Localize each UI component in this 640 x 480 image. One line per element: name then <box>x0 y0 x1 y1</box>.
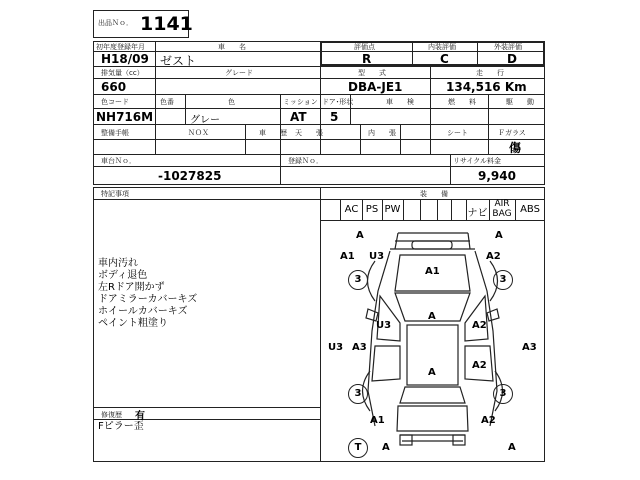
capacity-label: 車 検 <box>386 98 414 106</box>
damage-u3-front: U3 <box>369 251 385 262</box>
color-code-value: NH716M <box>96 110 154 124</box>
repair-value: 有 <box>135 411 145 422</box>
damage-hood: A1 <box>425 266 440 277</box>
equipment-label: 装 備 <box>420 190 448 198</box>
color-num-label: 色番 <box>160 98 174 106</box>
car-name-label: 車 名 <box>218 43 246 51</box>
displacement-value: 660 <box>101 80 127 94</box>
score-label: 評価点 <box>354 43 375 51</box>
mileage-label: 走 行 <box>476 69 504 77</box>
remark-item: ボディ退色 <box>98 270 148 281</box>
recycle-label: リサイクル料金 <box>453 157 502 165</box>
exterior-value: D <box>507 52 517 66</box>
damage-t-circle: T <box>348 438 368 458</box>
chassis-no-value: -1027825 <box>158 169 222 183</box>
damage-a1-left: A1 <box>340 251 355 262</box>
recycle-value: 9,940 <box>478 169 516 183</box>
damage-a2-side: A2 <box>472 320 487 331</box>
damage-a3-left: A3 <box>352 342 367 353</box>
equip-ac: AC <box>344 204 359 215</box>
history-label: 車 歴 <box>259 129 287 137</box>
mission-value: AT <box>290 110 307 124</box>
damage-a-bottom-right: A <box>508 442 516 453</box>
mission-label: ミッション <box>283 98 318 106</box>
damage-u3-side: U3 <box>376 320 392 331</box>
remark-item: 車内汚れ <box>98 258 138 269</box>
manual-label: 整備手帳 <box>101 129 129 137</box>
damage-a2-right: A2 <box>486 251 501 262</box>
remark-item: ペイント粗塗り <box>98 318 168 329</box>
damage-windshield-roof: A <box>428 311 436 322</box>
first-reg-value: H18/09 <box>101 52 149 66</box>
drive-label: 駆 動 <box>506 98 534 106</box>
equip-navi: ナビ <box>467 208 488 219</box>
first-reg-label: 初年度登録年月 <box>96 43 145 51</box>
damage-wheel-fr: 3 <box>493 270 513 290</box>
reg-no-label: 登録Ｎｏ． <box>288 157 323 165</box>
color-code-label: 色コード <box>101 98 129 106</box>
model-value: DBA-JE1 <box>348 80 403 94</box>
displacement-label: 排気量（cc） <box>101 69 144 77</box>
equip-abs: ABS <box>520 204 540 215</box>
remark-item: 左Rドア開かず <box>98 282 165 293</box>
repair-label: 修復歴 <box>101 411 122 419</box>
damage-a2-rear: A2 <box>481 415 496 426</box>
fglass-value: 傷 <box>509 141 522 155</box>
remark-item: ドアミラーカバーキズ <box>98 294 198 305</box>
car-name-value: ゼスト <box>160 54 197 68</box>
seat-label: シート <box>447 129 468 137</box>
fglass-label: Ｆガラス <box>498 129 526 137</box>
equip-pw: PW <box>384 204 401 215</box>
damage-a3-right: A3 <box>522 342 537 353</box>
damage-a1-rear: A1 <box>370 415 385 426</box>
damage-front-left: A <box>356 230 364 241</box>
lot-number: 1141 <box>140 13 193 35</box>
damage-wheel-fl: 3 <box>348 270 368 290</box>
repair-note: Fピラー歪 <box>98 421 144 432</box>
interior-value: C <box>440 52 449 66</box>
damage-a-bottom-left: A <box>382 442 390 453</box>
damage-a2-rear-door: A2 <box>472 360 487 371</box>
mileage-value: 134,516 Km <box>446 80 527 94</box>
damage-front-right: A <box>495 230 503 241</box>
damage-wheel-rl: 3 <box>348 384 368 404</box>
exterior-label: 外装評価 <box>494 43 522 51</box>
damage-u3-left: U3 <box>328 342 344 353</box>
color-value: グレー <box>190 115 220 126</box>
damage-roof: A <box>428 367 436 378</box>
equip-ps: PS <box>365 204 379 215</box>
interior-label: 内装評価 <box>428 43 456 51</box>
remark-item: ホイールカバーキズ <box>98 306 188 317</box>
model-label: 型 式 <box>358 69 386 77</box>
door-shape-value: 5 <box>330 110 339 124</box>
nox-label: ＮＯＸ <box>188 129 209 137</box>
score-value: R <box>362 52 372 66</box>
grade-label: グレード <box>225 69 253 77</box>
remarks-label: 特記事項 <box>101 190 129 198</box>
color-label: 色 <box>228 98 235 106</box>
chassis-no-label: 車台Ｎｏ． <box>101 157 136 165</box>
door-shape-label: ドア･形状 <box>322 98 354 106</box>
lot-number-label: 出品Ｎｏ． <box>98 19 133 27</box>
damage-wheel-rr: 3 <box>493 384 513 404</box>
fuel-label: 燃 料 <box>448 98 476 106</box>
sunroof-label: 天 張 <box>295 129 323 137</box>
interior-trim-label: 内 張 <box>368 129 396 137</box>
equip-airbag: AIR BAG <box>492 199 512 219</box>
